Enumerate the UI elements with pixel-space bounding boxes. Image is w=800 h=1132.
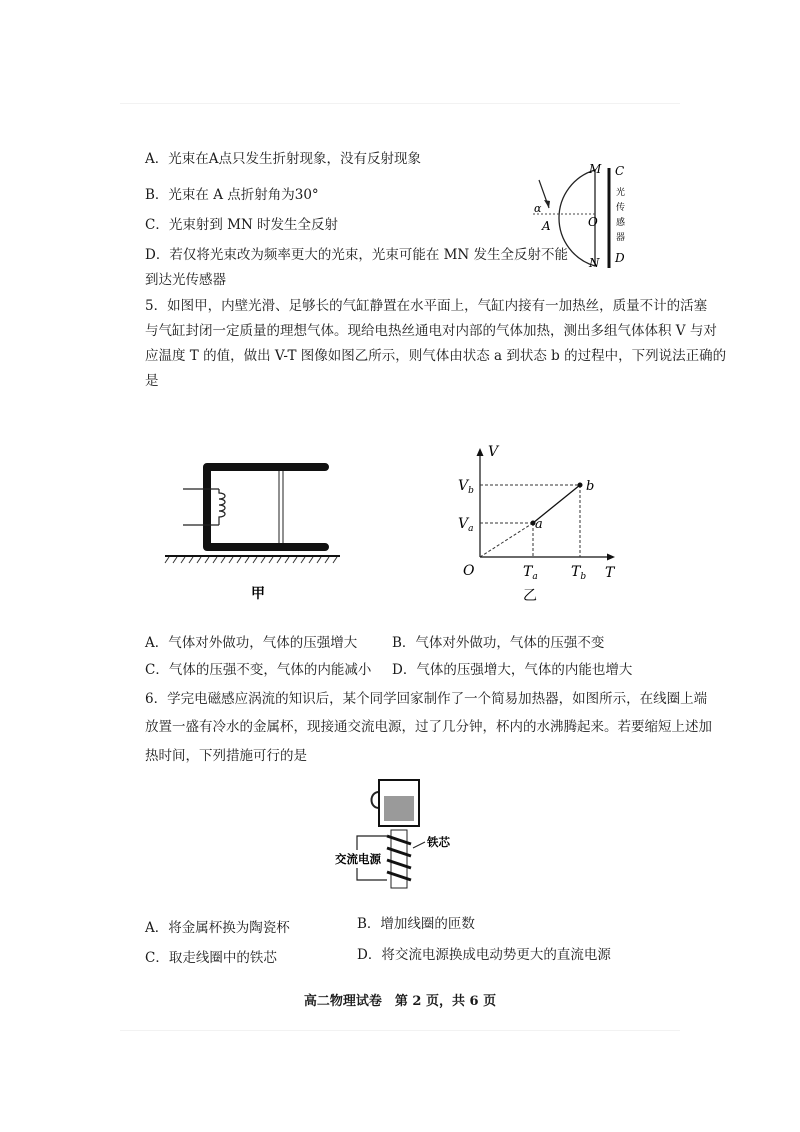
q5-option-c: C．气体的压强不变，气体的内能减小 <box>145 662 372 678</box>
sensor-char-2: 传 <box>616 203 626 213</box>
figure-yi-label: 乙 <box>523 588 537 604</box>
page-bottom-edge <box>120 1030 680 1031</box>
q6-stem-line3: 热时间，下列措施可行的是 <box>145 748 307 764</box>
vb-label: $V_b$ <box>458 478 474 496</box>
ta-label: $T_a$ <box>523 564 538 582</box>
core-pointer-line <box>413 842 425 848</box>
label-a: A <box>542 219 551 233</box>
vt-graph-yi <box>455 440 625 605</box>
q5-stem-line1: 5．如图甲，内壁光滑、足够长的气缸静置在水平面上，气缸内接有一加热丝，质量不计的活塞 <box>145 298 708 314</box>
point-a-label: a <box>535 517 543 532</box>
ac-source-label: 交流电源 <box>335 852 381 866</box>
label-o: O <box>588 215 598 229</box>
ground-hatching <box>165 557 337 563</box>
cup-handle <box>372 792 380 808</box>
point-b-label: b <box>586 479 595 494</box>
q6-stem-line2: 放置一盛有冷水的金属杯，现接通交流电源，过了几分钟，杯内的水沸腾起来。若要缩短上述加 <box>145 719 712 735</box>
semicircle-prism-figure <box>525 160 635 270</box>
page-top-edge <box>120 103 680 104</box>
tb-label: $T_b$ <box>571 564 587 582</box>
sensor-char-3: 感 <box>616 218 626 228</box>
v-axis-label: V <box>488 444 499 460</box>
label-c: C <box>615 164 625 178</box>
q5-stem-line3: 应温度 T 的值，做出 V-T 图像如图乙所示，则气体由状态 a 到状态 b 的过程中，下列说法正确的 <box>145 348 727 364</box>
q6-option-d: D．将交流电源换成电动势更大的直流电源 <box>357 947 611 963</box>
t-axis-arrow-icon <box>607 554 615 561</box>
label-alpha: α <box>534 202 542 215</box>
q6-option-a: A．将金属杯换为陶瓷杯 <box>145 920 290 936</box>
iron-core-label: 铁芯 <box>427 835 450 849</box>
q5-stem-line2: 与气缸封闭一定质量的理想气体。现给电热丝通电对内部的气体加热，测出多组气体体积 V 与对 <box>145 323 717 339</box>
figure-jia-label: 甲 <box>251 586 265 602</box>
sensor-char-1: 光 <box>616 188 626 198</box>
label-n: N <box>589 256 600 270</box>
q6-option-b: B．增加线圈的匝数 <box>357 916 475 932</box>
q6-option-c: C．取走线圈中的铁芯 <box>145 950 277 966</box>
q4-option-b: B．光束在 A 点折射角为30° <box>145 187 319 203</box>
va-label: $V_a$ <box>458 516 474 534</box>
v-axis-arrow-icon <box>477 448 484 456</box>
q6-stem-line1: 6．学完电磁感应涡流的知识后，某个同学回家制作了一个简易加热器，如图所示，在线圈上端 <box>145 691 708 707</box>
heating-coil <box>219 489 225 525</box>
origin-label: O <box>463 563 475 579</box>
origin-dashed-line <box>480 523 533 557</box>
wire-top <box>357 836 387 850</box>
q5-option-d: D．气体的压强增大，气体的内能也增大 <box>392 662 633 678</box>
q5-stem-line4: 是 <box>145 373 159 389</box>
page-footer: 高二物理试卷 第 2 页，共 6 页 <box>303 994 497 1009</box>
t-axis-label: T <box>605 565 615 581</box>
q5-option-a: A．气体对外做功，气体的压强增大 <box>145 635 358 651</box>
cup-water <box>384 796 414 821</box>
sensor-char-4: 器 <box>616 233 626 243</box>
induction-heater-figure <box>325 770 460 900</box>
q4-option-c: C．光束射到 MN 时发生全反射 <box>145 217 339 233</box>
point-b <box>578 483 583 488</box>
ray-arrow-icon <box>544 200 550 208</box>
label-m: M <box>589 162 602 176</box>
q4-option-a: A．光束在A点只发生折射现象，没有反射现象 <box>145 151 421 167</box>
q4-option-d-line2: 到达光传感器 <box>145 272 226 288</box>
q5-option-b: B．气体对外做功，气体的压强不变 <box>392 635 605 651</box>
wire-bottom <box>357 868 387 880</box>
cylinder-figure-jia <box>165 455 345 605</box>
label-d: D <box>615 251 625 265</box>
q4-option-d-line1: D．若仅将光束改为频率更大的光束，光束可能在 MN 发生全反射不能 <box>145 247 569 263</box>
